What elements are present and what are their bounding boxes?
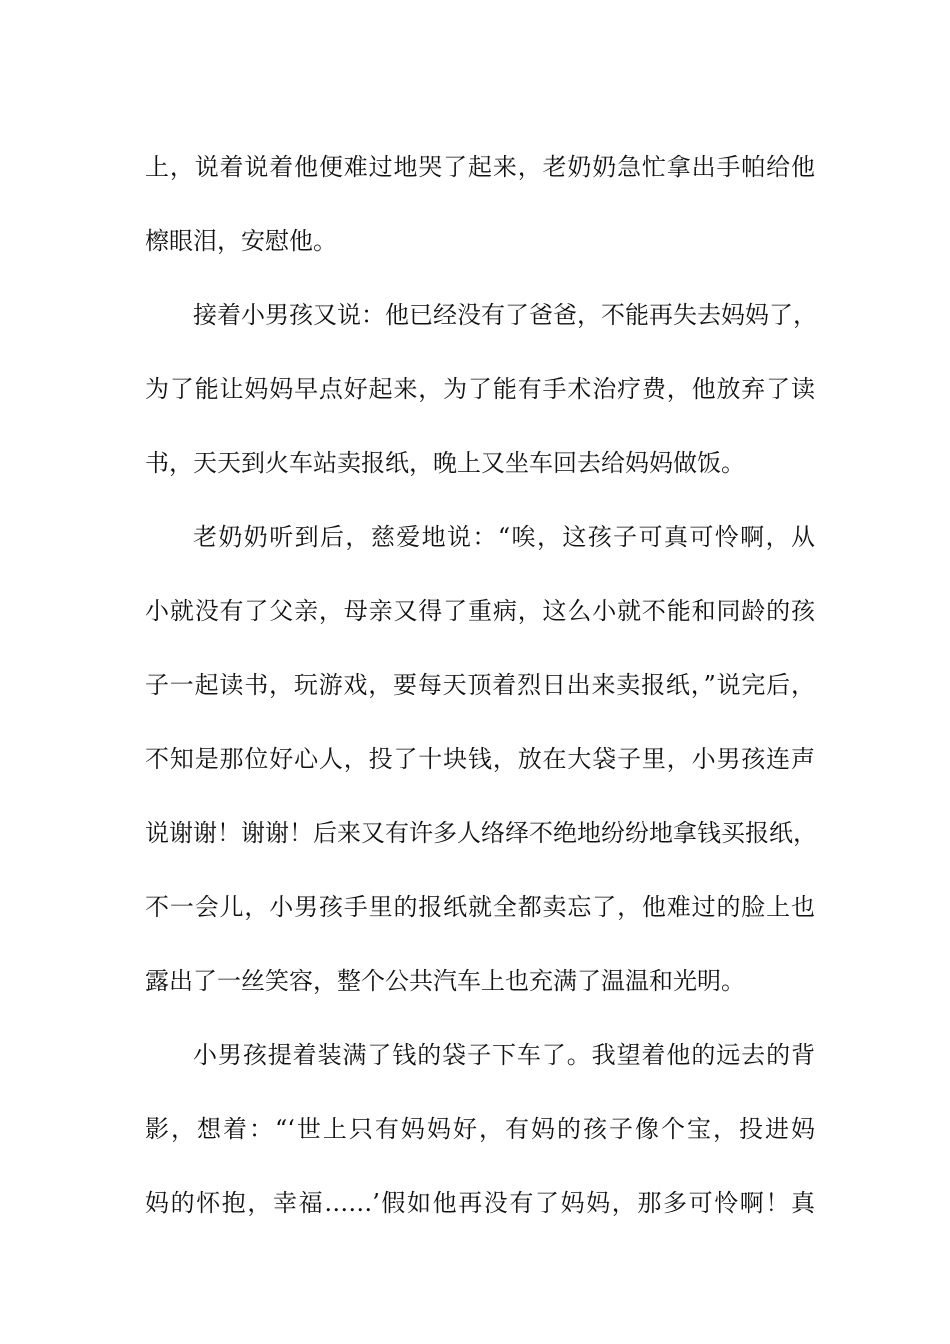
text-line: 不一会儿，小男孩手里的报纸就全都卖忘了，他难过的脸上也 bbox=[145, 893, 815, 921]
text-line: 书，天天到火车站卖报纸，晚上又坐车回去给妈妈做饭。 bbox=[145, 449, 745, 477]
text-line: 不知是那位好心人，投了十块钱，放在大袋子里，小男孩连声 bbox=[145, 745, 815, 773]
text-line: 小就没有了父亲，母亲又得了重病，这么小就不能和同龄的孩 bbox=[145, 597, 815, 625]
text-line: 接着小男孩又说：他已经没有了爸爸，不能再失去妈妈了， bbox=[193, 301, 817, 329]
text-line: 妈的怀抱，幸福……’假如他再没有了妈妈，那多可怜啊！真 bbox=[145, 1189, 815, 1217]
text-line: 为了能让妈妈早点好起来，为了能有手术治疗费，他放弃了读 bbox=[145, 375, 815, 403]
text-line: 小男孩提着装满了钱的袋子下车了。我望着他的远去的背 bbox=[193, 1041, 815, 1069]
text-line: 露出了一丝笑容，整个公共汽车上也充满了温温和光明。 bbox=[145, 967, 745, 995]
text-line: 檫眼泪，安慰他。 bbox=[145, 227, 337, 255]
text-line: 说谢谢！谢谢！后来又有许多人络绎不绝地纷纷地拿钱买报纸， bbox=[145, 819, 817, 847]
text-line: 老奶奶听到后，慈爱地说：“唉，这孩子可真可怜啊，从 bbox=[193, 523, 815, 551]
body-text bbox=[145, 130, 815, 1240]
text-line: 影，想着：“‘世上只有妈妈好，有妈的孩子像个宝，投进妈 bbox=[145, 1115, 815, 1143]
text-line: 上，说着说着他便难过地哭了起来，老奶奶急忙拿出手帕给他 bbox=[145, 153, 815, 181]
text-line: 子一起读书，玩游戏，要每天顶着烈日出来卖报纸，”说完后， bbox=[145, 671, 815, 699]
